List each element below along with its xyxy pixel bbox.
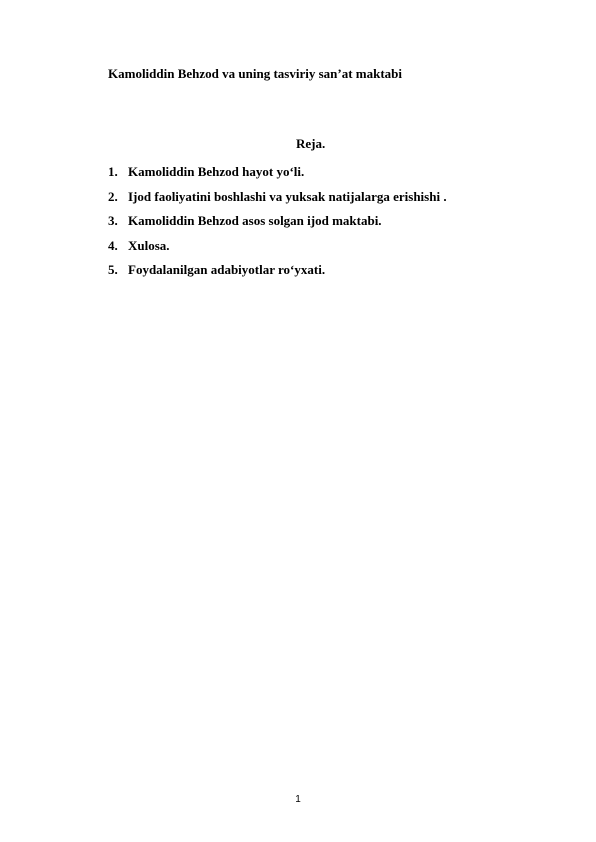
plan-list-item — [108, 163, 447, 188]
list-item-text: Kamoliddin Behzod asos solgan ijod maktabi. — [128, 213, 382, 228]
list-item-number: 4. — [108, 237, 118, 253]
plan-list — [108, 163, 447, 286]
list-item-number: 5. — [108, 262, 118, 277]
list-item-number: 1. — [108, 164, 118, 179]
document-title: Kamoliddin Behzod va uning tasviriy san’at maktabi — [108, 66, 402, 81]
plan-list-item — [108, 188, 447, 213]
page-number: 1 — [295, 794, 301, 805]
plan-heading: Reja. — [296, 136, 326, 151]
plan-list-item — [108, 237, 447, 262]
list-item-text: Ijod faoliyatini boshlashi va yuksak natijalarga erishishi . — [128, 188, 447, 204]
list-item-text: Foydalanilgan adabiyotlar ro‘yxati. — [128, 262, 326, 277]
plan-list-item — [108, 212, 447, 237]
list-item-text: Xulosa. — [128, 237, 170, 253]
plan-list-item — [108, 261, 447, 286]
list-item-number: 3. — [108, 213, 118, 228]
list-item-number: 2. — [108, 188, 118, 204]
list-item-text: Kamoliddin Behzod hayot yo‘li. — [128, 164, 305, 179]
